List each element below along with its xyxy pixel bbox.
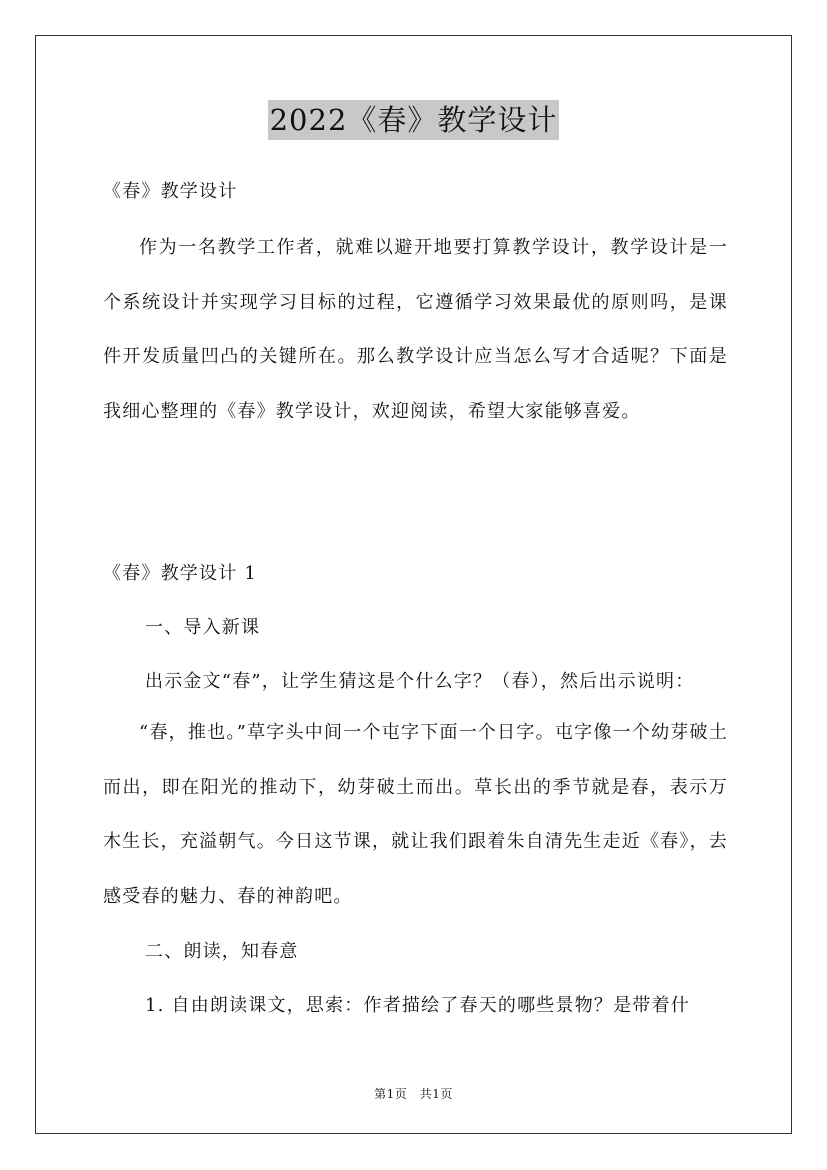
page-footer: 第1页 共1页 [374,1087,453,1101]
intro-paragraph: 作为一名教学工作者，就难以避开地要打算教学设计，教学设计是一个系统设计并实现学习目标的过程，它遵循学习效果最优的原则吗，是课件开发质量凹凸的关键所在。那么教学设计应当怎么写才合适呢？下面是我细心整理的《春》教学设计，欢迎阅读，希望大家能够喜爱。 [103,237,728,422]
part1-heading: 一、导入新课 [145,617,261,638]
section-heading: 《春》教学设计 1 [103,563,257,584]
part1-paragraph-2: “春，推也。”草字头中间一个屯字下面一个日字。屯字像一个幼芽破土而出，即在阳光的推动下，幼芽破土而出。草长出的季节就是春，表示万木生长，充溢朝气。今日这节课，就让我们跟着朱自清先生走近《春》，去感受春的魅力、春的神韵吧。 [103,722,728,907]
part1-paragraph-1: 出示金文“春”，让学生猜这是个什么字？（春），然后出示说明： [145,671,695,692]
subtitle: 《春》教学设计 [103,181,238,202]
title-container [0,100,827,140]
document-title: 2022《春》教学设计 [268,100,560,140]
part2-heading: 二、朗读，知春意 [145,941,299,962]
part2-item-1: 1. 自由朗读课文，思索：作者描绘了春天的哪些景物？是带着什 [145,995,690,1016]
